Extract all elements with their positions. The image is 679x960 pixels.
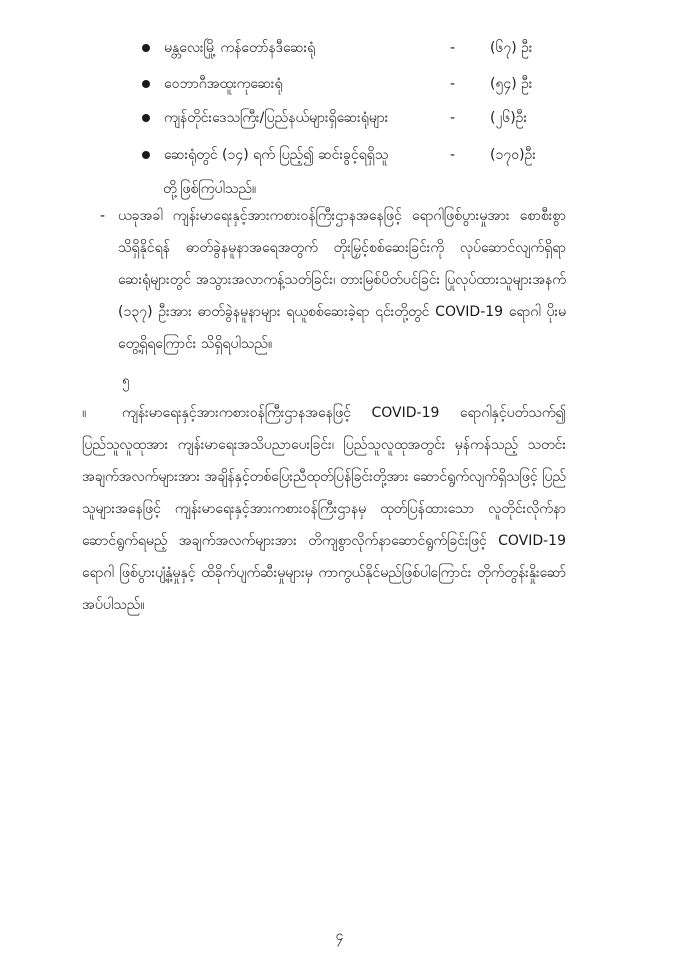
bullet-label: ဆေးရုံတွင် (၁၄) ရက် ပြည့်၍ ဆင်းခွင့်ရရှိသူ: [164, 147, 389, 163]
paragraph-dash-marker: -: [100, 208, 106, 224]
bullet-item: [142, 70, 582, 98]
paragraph-dash: [100, 200, 566, 360]
paragraph-number: ၅။: [82, 373, 130, 421]
bullet-label: ဝေဘာဂီအထူးကုဆေးရုံ: [164, 76, 283, 92]
paragraph-five-text: ကျန်းမာရေးနှင့်အားကစားဝန်ကြီးဌာနအနေဖြင့် COVID-19 ရောဂါနှင့်ပတ်သက်၍ ပြည်သူလူထုအား ကျန်းမာရေးအသိပညာပေးခြင်း၊ ပြည်သူလူထုအတွင်း မှန်ကန်သည့် သတင်းအချက်အလက်များအား အချိန်နှင့်တစ်ပြေးညီထုတ်ပြန်ခြင်းတို့အား ဆောင်ရွက်လျက်ရှိသဖြင့် ပြည်သူများအနေဖြင့် ကျန်းမာရေးနှင့်အားကစားဝန်ကြီးဌာနမှ ထုတ်ပြန်ထားသော လူတိုင်းလိုက်နာဆောင်ရွက်ရမည့် အချက်အလက်များအား တိကျစွာလိုက်နာဆောင်ရွက်ခြင်းဖြင့် COVID-19 ရောဂါ ဖြစ်ပွားပျံ့နှံ့မှုနှင့် ထိခိုက်ပျက်ဆီးမှုများမှ ကာကွယ်နိုင်မည်ဖြစ်ပါကြောင်း တိုက်တွန်းနှိုးဆော်အပ်ပါသည်။: [82, 405, 566, 613]
bullet-label: ကျန်တိုင်းဒေသကြီး/ပြည်နယ်များရှိဆေးရုံများ: [164, 110, 389, 126]
bullet-item: [142, 104, 582, 132]
bullet-dot-icon: [142, 151, 150, 159]
bullet-dash: -: [450, 40, 456, 56]
bullet-item: [142, 141, 582, 169]
bullet-dash: -: [450, 110, 456, 126]
page-number: ၄: [335, 928, 344, 944]
paragraph-five: [82, 365, 566, 621]
bullet-dash: -: [450, 76, 456, 92]
bullet-label: မန္တလေးမြို့ ကန်တော်နဒီဆေးရုံ: [164, 40, 316, 56]
bullet-count: (၅၄) ဦး: [490, 76, 533, 92]
bullet-count: (၁၇၀)ဦး: [490, 147, 536, 163]
bullet-count: (၂၆)ဦး: [490, 110, 527, 126]
bullet-dash: -: [450, 147, 456, 163]
bullet-continuation: တို့ဖြစ်ကြပါသည်။: [163, 181, 257, 197]
paragraph-dash-text: ယခုအခါ ကျန်းမာရေးနှင့်အားကစားဝန်ကြီးဌာနအနေဖြင့် ရောဂါဖြစ်ပွားမှုအား စောစီးစွာသိရှိနိုင်ရန် ဓာတ်ခွဲနမူနာအရေအတွက် တိုးမြှင့်စစ်ဆေးခြင်းကို လုပ်ဆောင်လျက်ရှိရာ ဆေးရုံများတွင် အသွားအလာကန့်သတ်ခြင်း၊ တားမြစ်ပိတ်ပင်ခြင်း ပြုလုပ်ထားသူများအနက် (၁၃၇) ဦးအား ဓာတ်ခွဲနမူနာများ ရယူစစ်ဆေးခဲ့ရာ ၎င်းတို့တွင် COVID-19 ရောဂါ ပိုးမတွေ့ရှိရကြောင်း သိရှိရပါသည်။: [118, 208, 566, 352]
bullet-dot-icon: [142, 114, 150, 122]
bullet-item: [142, 34, 582, 62]
bullet-dot-icon: [142, 44, 150, 52]
bullet-dot-icon: [142, 80, 150, 88]
bullet-count: (၆၇) ဦး: [490, 40, 533, 56]
